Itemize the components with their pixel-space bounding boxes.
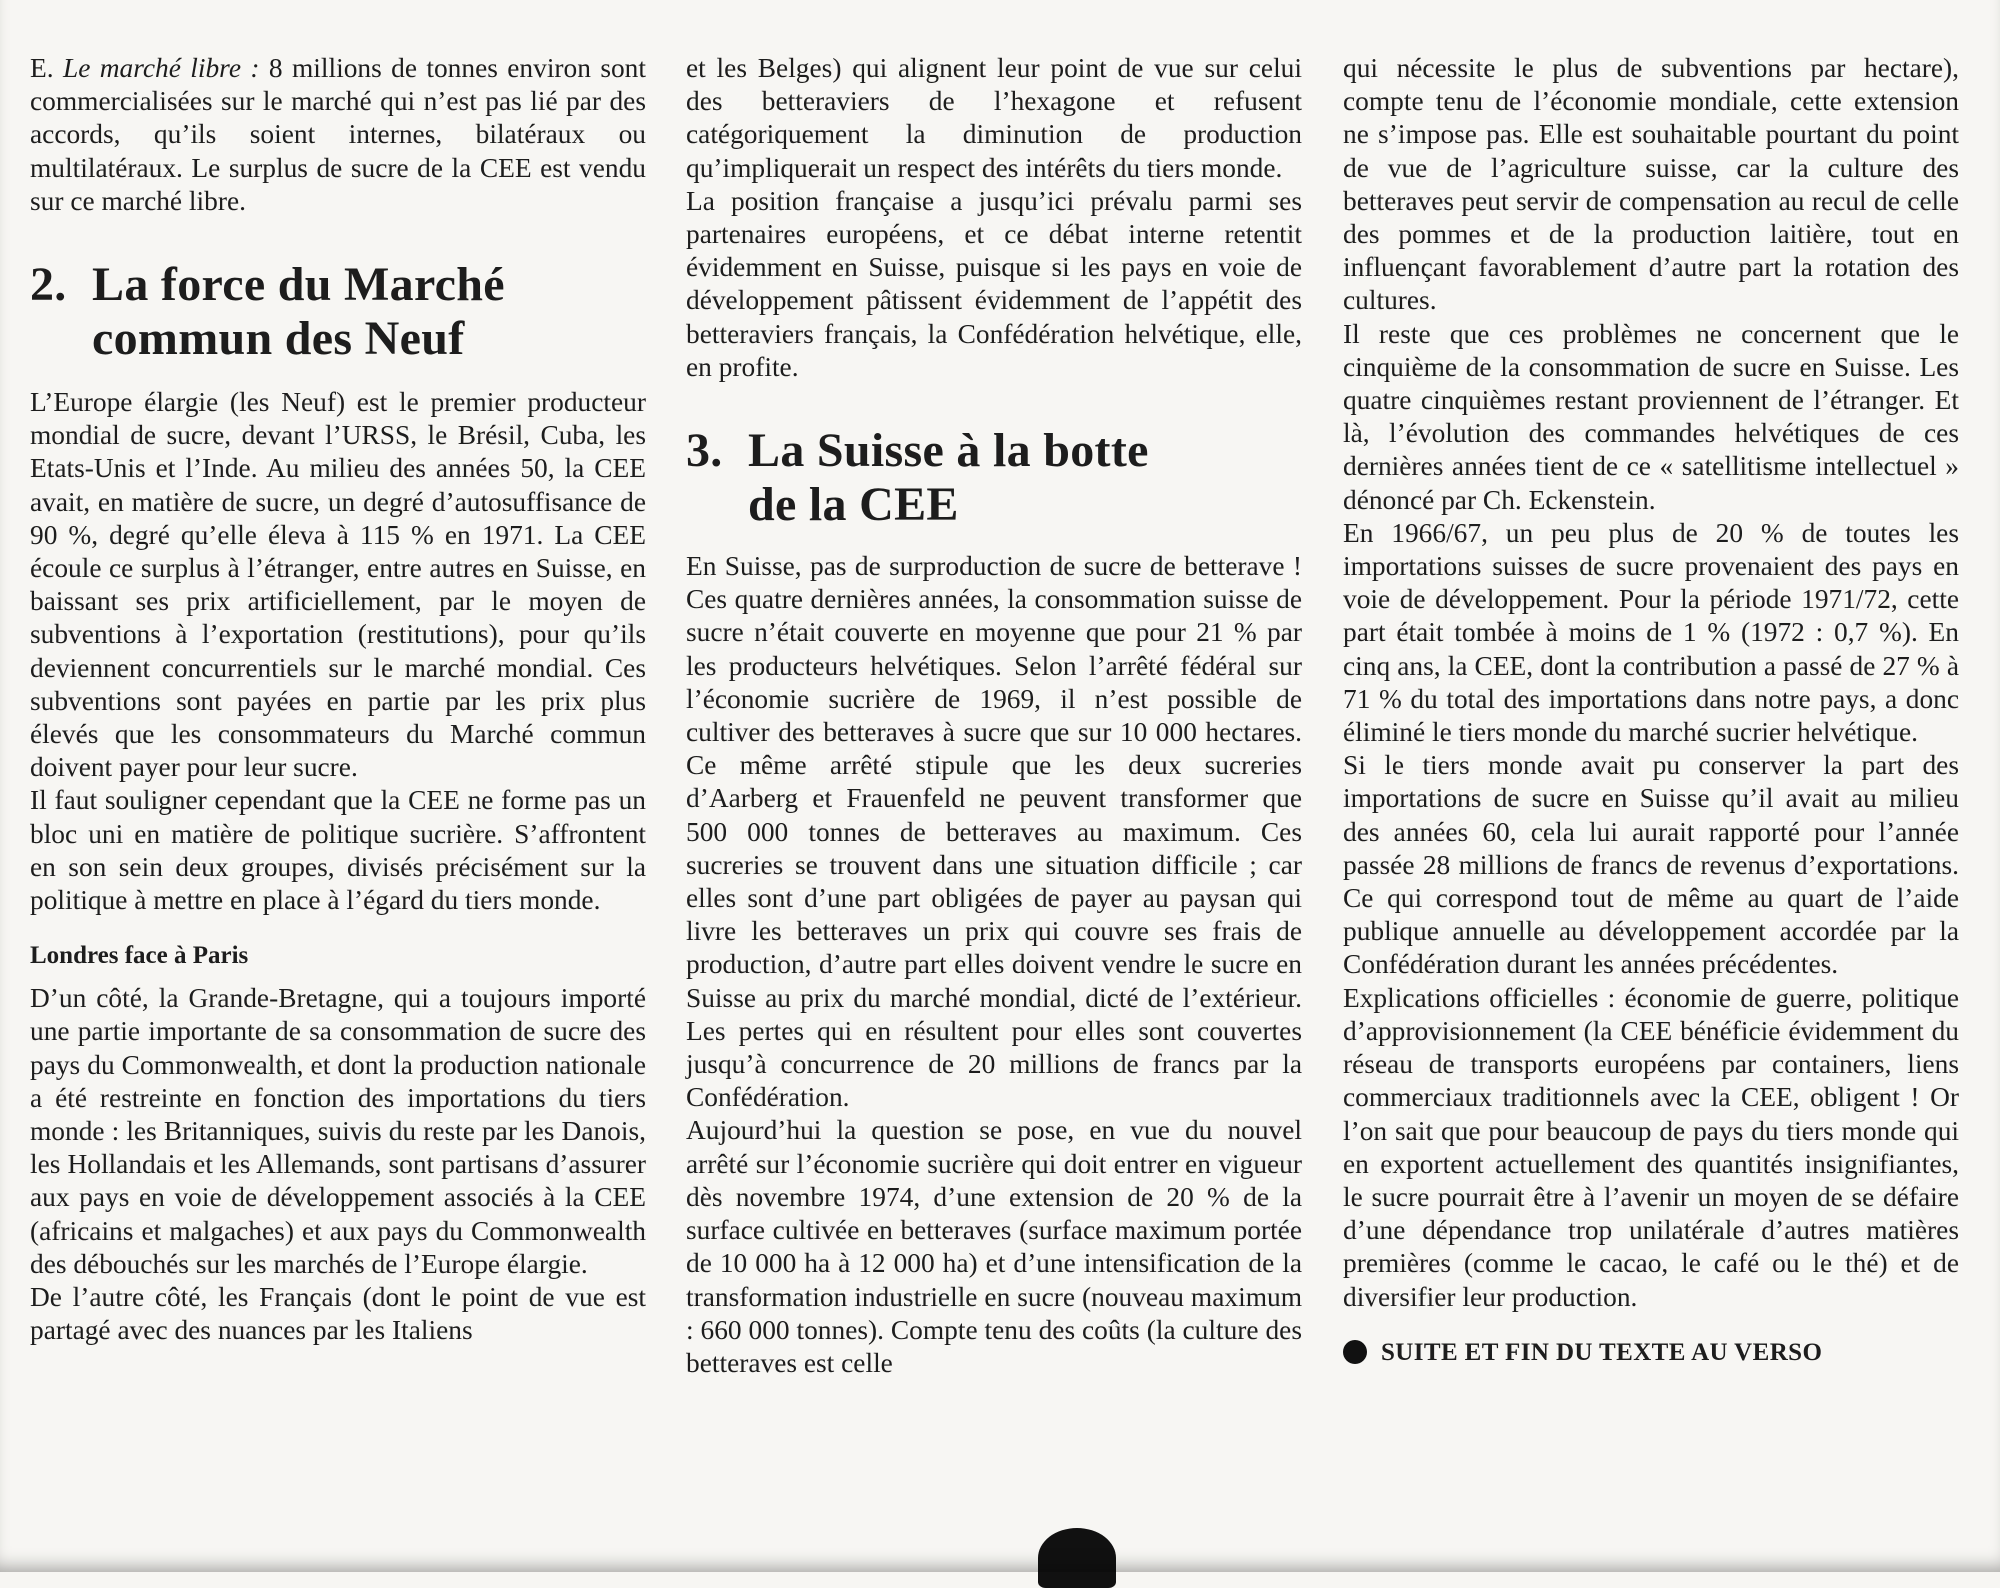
paragraph: Aujourd’hui la question se pose, en vue du nouvel arrêté sur l’économie sucrière qui doit entrer en vigueur dès novembre 1974, d’une extension de 20 % de la surface cultivée en betteraves (surface maximum portée de 10 000 ha à 12 000 ha) et d’une intensification de la transformation industrielle en sucre (nouveau maximum : 660 000 tonnes). Compte tenu des coûts (la culture des betteraves est celle: [686, 1115, 1302, 1378]
continued-notice-text: SUITE ET FIN DU TEXTE AU VERSO: [1381, 1338, 1823, 1366]
column-1: [30, 52, 646, 1348]
column-3: [1343, 52, 1959, 1369]
paragraph: Il reste que ces problèmes ne concernent que le cinquième de la consommation de sucre en Suisse. Les quatre cinquièmes restant proviennent de l’étranger. Et là, l’évolution des commandes helvétiques de ces dernières années tient de ce « satellitisme intellectuel » dénoncé par Ch. Eckenstein.: [1343, 318, 1959, 515]
paragraph: En 1966/67, un peu plus de 20 % de toutes les importations suisses de sucre provenaient des pays en voie de développement. Pour la période 1971/72, cette part était tombée à moins de 1 % (1972 : 0,7 %). En cinq ans, la CEE, dont la contribution a passé de 27 % à 71 % du total des importations dans notre pays, a donc éliminé le tiers monde du marché sucrier helvétique.: [1343, 517, 1959, 748]
heading-line-2: de la CEE: [748, 478, 959, 532]
item-italic-title: Le marché libre :: [62, 53, 260, 83]
paragraph: De l’autre côté, les Français (dont le point de vue est partagé avec des nuances par les Italiens: [30, 1282, 646, 1346]
heading-line-2: commun des Neuf: [92, 312, 465, 366]
section-heading-3: [686, 424, 1302, 532]
paragraph: Explications officielles : économie de guerre, politique d’approvisionnement (la CEE bénéficie évidemment du réseau de transports européens par containers, liens commerciaux traditionnels avec la CEE, obligent ! Or l’on sait que pour beaucoup de pays du tiers monde qui en exportent actuellement des quantités insignifiantes, le sucre pourrait être à l’avenir un moyen de se défaire d’une dépendance trop unilatérale d’autres matières premières (comme le cacao, le café ou le thé) et de diversifier leur production.: [1343, 982, 1959, 1312]
paragraph: Si le tiers monde avait pu conserver la part des importations de sucre en Suisse qu’il avait au milieu des années 60, cela lui aurait rapporté pour l’année passée 28 millions de francs de revenus d’exportations. Ce qui correspond tout de même au quart de l’aide publique annuelle au développement accordée par la Confédération durant les années précédentes.: [1343, 750, 1959, 980]
bullet-icon: [1343, 1340, 1367, 1364]
paragraph: qui nécessite le plus de subventions par hectare), compte tenu de l’économie mondiale, cette extension ne s’impose pas. Elle est souhaitable pourtant du point de vue de l’agriculture suisse, car la culture des betteraves peut servir de compensation au recul de celle des pommes et de la production laitière, tout en influençant favorablement d’autre part la rotation des cultures.: [1343, 53, 1959, 316]
paragraph: et les Belges) qui alignent leur point de vue sur celui des betteraviers de l’hexagone et refusent catégoriquement la diminution de production qu’impliquerait un respect des intérêts du tiers monde.: [686, 53, 1302, 183]
section-number: 2.: [30, 258, 67, 312]
continued-notice: [1343, 1336, 1959, 1369]
paragraph: En Suisse, pas de surproduction de sucre de betterave ! Ces quatre dernières années, la consommation suisse de sucre n’était couverte en moyenne que pour 21 % par les producteurs helvétiques. Selon l’arrêté fédéral sur l’économie sucrière de 1969, il n’est possible de cultiver des betteraves à sucre que sur 10 000 hectares. Ce même arrêté stipule que les deux sucreries d’Aarberg et Frauenfeld ne peuvent transformer que 500 000 tonnes de betteraves au maximum. Ces sucreries se trouvent dans une situation difficile ; car elles sont d’une part obligées de payer au paysan qui livre les betteraves un prix qui couvre ses frais de production, d’autre part elles doivent vendre le sucre en Suisse au prix du marché mondial, dicté de l’extérieur. Les pertes qui en résultent pour elles sont couvertes jusqu’à concurrence de 20 millions de francs par la Confédération.: [686, 551, 1302, 1113]
heading-line-1: La Suisse à la botte: [748, 424, 1149, 478]
ink-blot-icon: [1038, 1528, 1116, 1588]
item-label: E.: [30, 53, 54, 83]
heading-line-1: La force du Marché: [92, 258, 505, 312]
column-2: [686, 52, 1302, 1380]
section-heading-2: [30, 258, 646, 366]
subheading-londres-face-a-paris: Londres face à Paris: [30, 942, 249, 970]
paragraph: L’Europe élargie (les Neuf) est le premier producteur mondial de sucre, devant l’URSS, le Brésil, Cuba, les Etats-Unis et l’Inde. Au milieu des années 50, la CEE avait, en matière de sucre, un degré d’autosuffisance de 90 %, degré qu’elle éleva à 115 % en 1971. La CEE écoule ce surplus à l’étranger, entre autres en Suisse, en baissant ses prix artificiellement, par le moyen de subventions à l’exportation (restitutions), pour qu’ils deviennent concurrentiels sur le marché mondial. Ces subventions sont payées en partie par les prix plus élevés que les consommateurs du Marché commun doivent payer pour leur sucre.: [30, 387, 646, 783]
item-text: 8 millions de tonnes environ sont commercialisées sur le marché qui n’est pas lié par des accords, qu’ils soient internes, bilatéraux ou multilatéraux. Le surplus de sucre de la CEE est vendu sur ce marché libre.: [30, 53, 646, 216]
paragraph: Il faut souligner cependant que la CEE ne forme pas un bloc uni en matière de politique sucrière. S’affrontent en son sein deux groupes, divisés précisément sur la politique à mettre en place à l’égard du tiers monde.: [30, 785, 646, 916]
paragraph: La position française a jusqu’ici prévalu parmi ses partenaires européens, et ce débat interne retentit évidemment en Suisse, puisque si les pays en voie de développement pâtissent évidemment de l’appétit des betteraviers français, la Confédération helvétique, elle, en profite.: [686, 185, 1302, 382]
section-number: 3.: [686, 424, 723, 478]
paragraph-marche-libre: [30, 52, 646, 218]
paragraph: D’un côté, la Grande-Bretagne, qui a toujours importé une partie importante de sa consommation de sucre des pays du Commonwealth, et dont la production nationale a été restreinte en fonction des importations du tiers monde : les Britanniques, suivis du reste par les Danois, les Hollandais et les Allemands, sont partisans d’assurer aux pays en voie de développement associés à la CEE (africains et malgaches) et aux pays du Commonwealth des débouchés sur les marchés de l’Europe élargie.: [30, 983, 646, 1279]
